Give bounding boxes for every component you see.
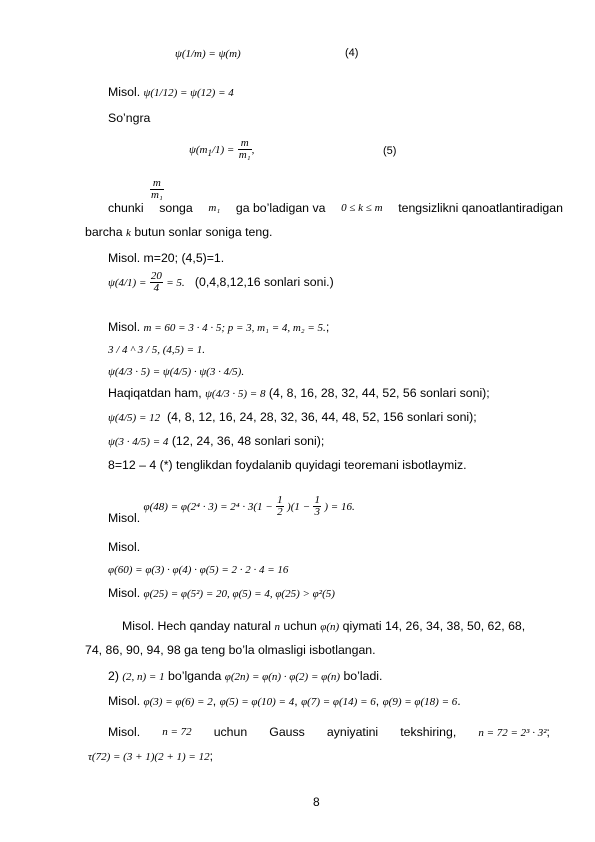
fraction-m-m1-above: $\frac{m}{\text{m₁}}$ — [151, 177, 163, 201]
example-line-1: Misol. ψ(1/12) = ψ(12) = 4 — [108, 85, 234, 99]
phi-pairs-example: Misol. φ(3) = φ(6) = 2, φ(5) = φ(10) = 4, φ(7) = φ(14) = 6, φ(9) = φ(18) = 6. — [108, 694, 461, 708]
example-m60: Misol. m = 60 = 3 · 4 · 5; p = 3, m₁ = 4, m₂ = 5.; — [108, 320, 330, 334]
phi-48-example: Misol. φ(48) = φ(2⁴ · 3) = 2⁴ · 3(1 − $\frac{1}{2}$ )(1 − $\frac{1}{3}$ ) = 16. — [108, 494, 355, 525]
divisibility-line: 3 / 4 ^ 3 / 5, (4,5) = 1. — [108, 344, 206, 356]
phi-60-line: φ(60) = φ(3) · φ(4) · φ(5) = 2 · 2 · 4 = 16 — [108, 564, 289, 576]
theorem-intro: 8=12 – 4 (*) tenglikdan foydalanib quyidagi teoremani isbotlaymiz. — [108, 458, 467, 472]
text-songra: So’ngra — [108, 111, 151, 125]
phi-values-claim: Misol. Hech qanday natural n uchun φ(n) qiymati 14, 26, 34, 38, 50, 62, 68, — [122, 619, 526, 633]
psi-3-4-5-line: ψ(3 · 4/5) = 4 (12, 24, 36, 48 sonlari soni); — [108, 434, 325, 448]
example-m20: Misol. m=20; (4,5)=1. — [108, 251, 225, 265]
psi-product-line: ψ(4/3 · 5) = ψ(4/5) · ψ(3 · 4/5). — [108, 366, 245, 378]
psi-4-5-line: ψ(4/5) = 12 (4, 8, 12, 16, 24, 28, 32, 36, 44, 48, 52, 156 sonlari soni); — [108, 410, 477, 424]
formula-4: ψ(1/m) = ψ(m) — [175, 48, 241, 60]
page-number: 8 — [313, 795, 320, 809]
psi-4-1-line: ψ(4/1) = $\frac{20}{4}$ = 5. (0,4,8,12,16 sonlari soni.) — [108, 270, 334, 294]
misol-label: Misol. — [108, 540, 141, 554]
phi-values-claim-cont: 74, 86, 90, 94, 98 ga teng bo’la olmasligi isbotlangan. — [85, 643, 376, 657]
haqiqatdan-line: Haqiqatdan ham, ψ(4/3 · 5) = 8 (4, 8, 16, 28, 32, 44, 52, 56 sonlari soni); — [108, 386, 490, 400]
equation-number-4: (4) — [345, 47, 359, 59]
property-2: 2) (2, n) = 1 bo’lganda φ(2n) = φ(n) · φ(2) = φ(n) bo’ladi. — [108, 669, 383, 683]
phi-25-line: Misol. φ(25) = φ(5²) = 20, φ(5) = 4, φ(25) > φ²(5) — [108, 586, 335, 600]
equation-number-5: (5) — [383, 145, 397, 157]
formula-5: $\psi(m_1/1)$ = $\frac{m}{\text{m₁}}$ , — [189, 137, 255, 161]
tau-72-line: τ(72) = (3 + 1)(2 + 1) = 12; — [88, 749, 214, 763]
fraction-m-over-m1: $\frac{m}{\text{m₁}}$ — [238, 137, 251, 161]
gauss-example: Misol. n = 72 uchun Gauss ayniyatini tekshiring, n = 72 = 2³ · 3²; — [108, 725, 550, 739]
barcha-line: barcha k butun sonlar soniga teng. — [85, 225, 273, 239]
chunki-line: chunki songa m₁ ga bo’ladigan va 0 ≤ k ≤ m tengsizlikni qanoatlantiradigan — [108, 201, 563, 215]
